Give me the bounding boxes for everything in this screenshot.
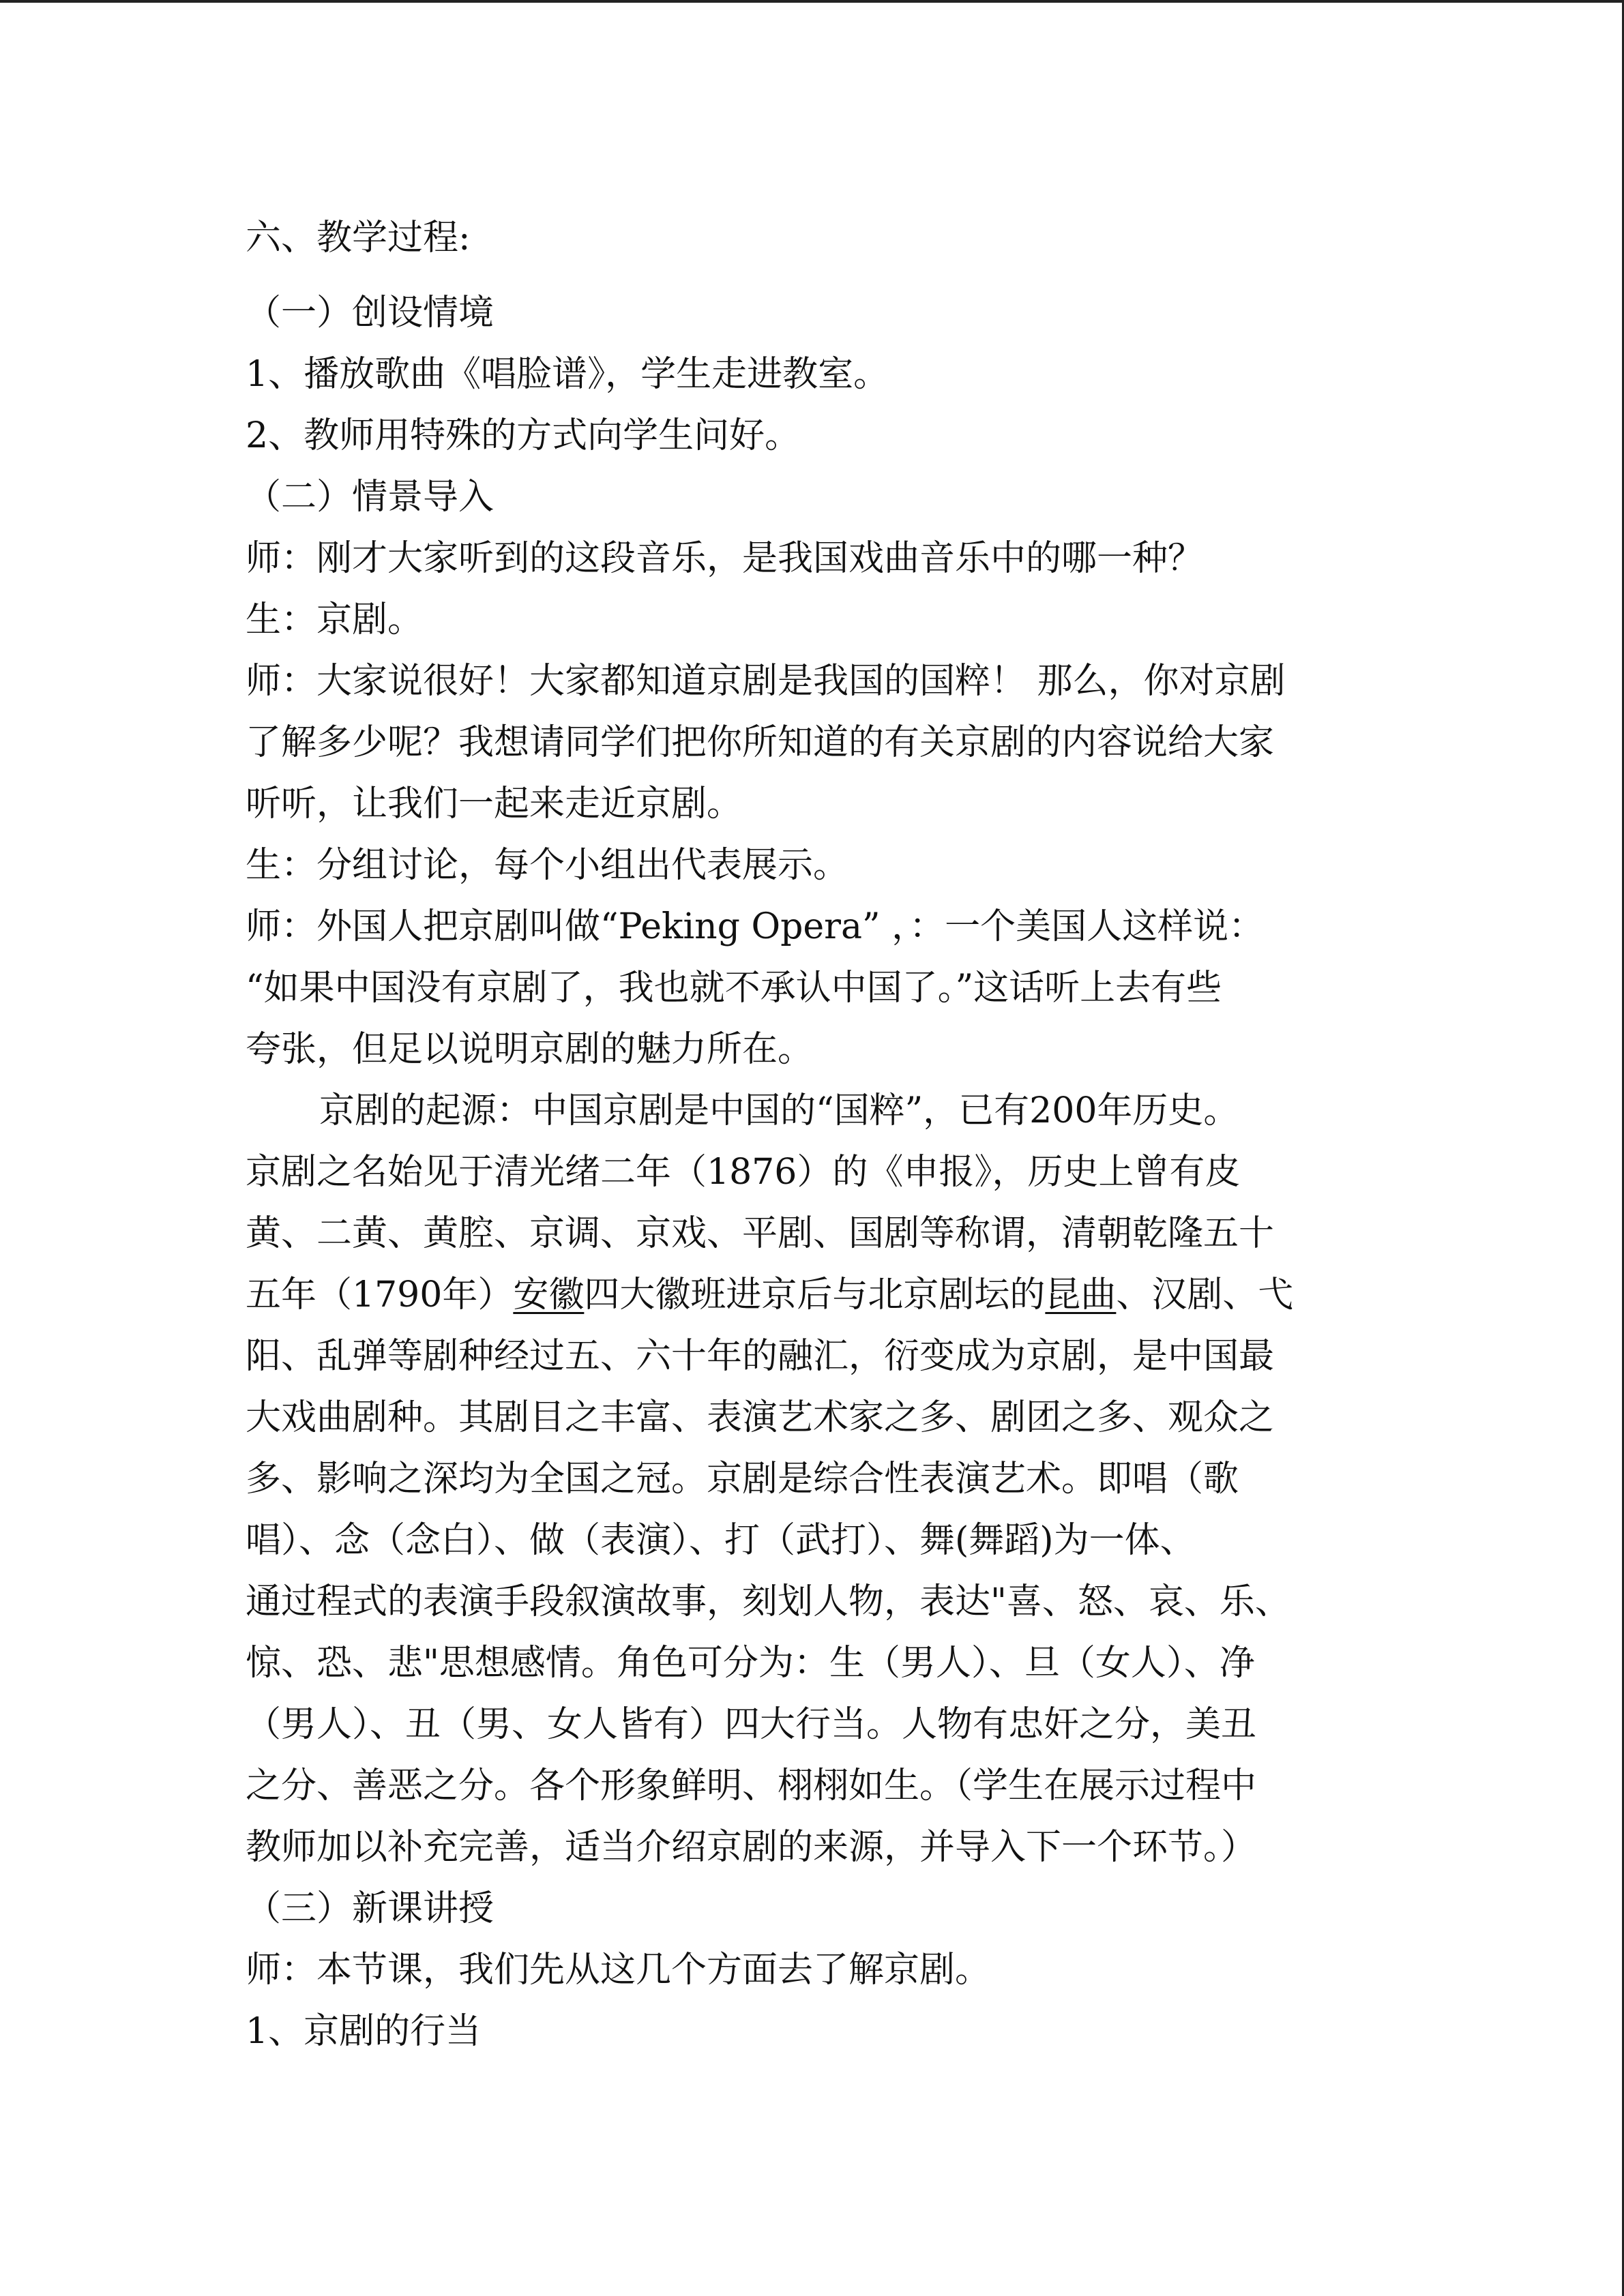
text-line: 惊、恐、悲"思想感情。角色可分为：生（男人）、旦（女人）、净: [246, 1643, 1255, 1684]
text-segment: 四大徽班进京后与北京剧坛的: [584, 1274, 1046, 1315]
text-line: 大戏曲剧种。其剧目之丰富、表演艺术家之多、剧团之多、观众之: [246, 1397, 1275, 1438]
subsection-heading: （二）情景导入: [246, 477, 494, 518]
text-line: 生：分组讨论，每个小组出代表展示。: [246, 845, 849, 886]
text-line: 教师加以补充完善，适当介绍京剧的来源，并导入下一个环节。）: [246, 1827, 1257, 1868]
text-segment: 五年（1790年）: [246, 1274, 514, 1315]
text-line: 夸张，但足以说明京剧的魅力所在。: [246, 1029, 814, 1070]
text-line: 阳、乱弹等剧种经过五、六十年的融汇，衍变成为京剧，是中国最: [246, 1336, 1275, 1377]
text-line: 唱）、念（念白）、做（表演）、打（武打）、舞(舞蹈)为一体、: [246, 1520, 1196, 1561]
text-line: 2、教师用特殊的方式向学生问好。: [246, 415, 801, 456]
paragraph-first-line: 京剧的起源：中国京剧是中国的“国粹”，已有200年历史。: [319, 1090, 1239, 1131]
subsection-heading: （三）新课讲授: [246, 1888, 494, 1929]
link-anhui[interactable]: 安徽: [513, 1274, 585, 1315]
text-line: 之分、善恶之分。各个形象鲜明、栩栩如生。（学生在展示过程中: [246, 1765, 1257, 1806]
text-line: 师：大家说很好！大家都知道京剧是我国的国粹！ 那么，你对京剧: [246, 661, 1286, 702]
text-line: 生：京剧。: [246, 599, 424, 640]
text-line: 通过程式的表演手段叙演故事，刻划人物，表达"喜、怒、哀、乐、: [246, 1581, 1290, 1622]
text-line: 黄、二黄、黄腔、京调、京戏、平剧、国剧等称谓，清朝乾隆五十: [246, 1213, 1275, 1254]
text-line: 师：本节课，我们先从这几个方面去了解京剧。: [246, 1950, 991, 1991]
text-line: 京剧之名始见于清光绪二年（1876）的《申报》，历史上曾有皮: [246, 1152, 1241, 1193]
text-line: 师：外国人把京剧叫做“Peking Opera” ，：一个美国人这样说：: [246, 906, 1265, 947]
text-line: 多、影响之深均为全国之冠。京剧是综合性表演艺术。即唱（歌: [246, 1459, 1239, 1500]
text-line: （男人）、丑（男、女人皆有）四大行当。人物有忠奸之分，美丑: [246, 1704, 1257, 1745]
text-line: 了解多少呢？我想请同学们把你所知道的有关京剧的内容说给大家: [246, 722, 1275, 763]
text-line: 师：刚才大家听到的这段音乐，是我国戏曲音乐中的哪一种？: [246, 538, 1204, 579]
document-body: [246, 207, 1385, 2062]
subsection-heading: （一）创设情境: [246, 293, 494, 333]
text-line-with-links: [246, 1264, 1385, 1326]
text-segment: 、汉剧、弋: [1116, 1274, 1294, 1315]
text-line: 1、播放歌曲《唱脸谱》，学生走进教室。: [246, 354, 889, 395]
text-line: 听听，让我们一起来走近京剧。: [246, 784, 743, 824]
section-heading: 六、教学过程:: [246, 218, 471, 258]
text-line: “如果中国没有京剧了，我也就不承认中国了。”这话听上去有些: [246, 968, 1222, 1009]
link-kunqu[interactable]: 昆曲: [1045, 1274, 1117, 1315]
text-line: 1、京剧的行当: [246, 2011, 482, 2052]
